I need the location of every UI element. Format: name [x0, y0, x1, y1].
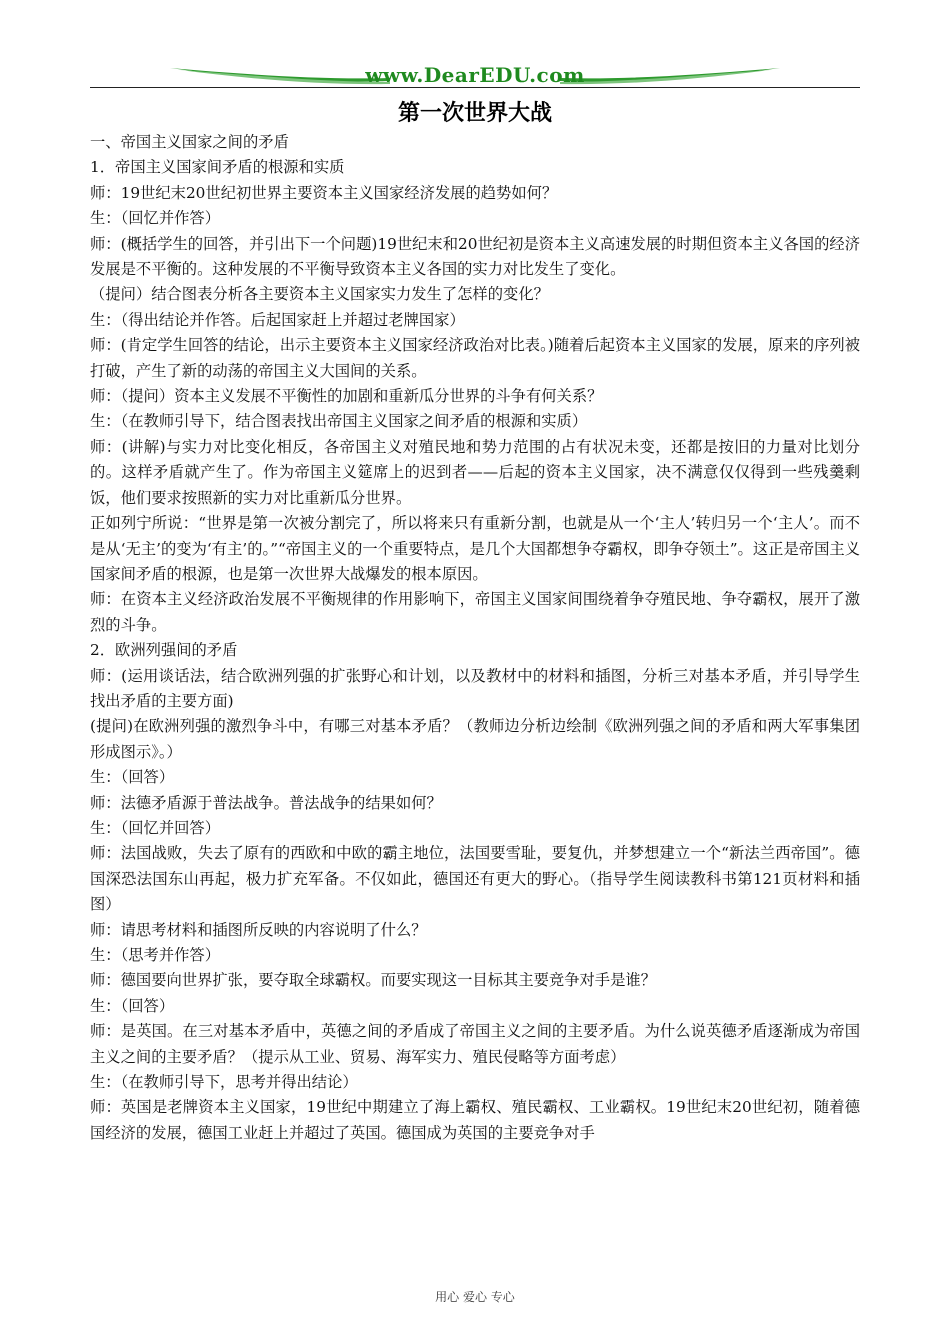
quotation-paragraph: 正如列宁所说：“世界是第一次被分割完了，所以将来只有重新分割，也就是从一个‘主人’转归另一个‘主人’。而不是从‘无主’的变为‘有主’的。”“帝国主义的一个重要特点，是几个大国都想争夺霸权，即争夺领土”。这正是帝国主义国家间矛盾的根源，也是第一次世界大战爆发的根本原因。 [90, 514, 860, 583]
dialogue-paragraph: 师：(概括学生的回答，并引出下一个问题)19世纪末和20世纪初是资本主义高速发展的时期但资本主义各国的经济发展是不平衡的。这种发展的不平衡导致资本主义各国的实力对比发生了变化。 [90, 234, 860, 279]
dialogue-paragraph: 生：（回忆并作答） [90, 209, 221, 228]
dialogue-paragraph: 师：德国要向世界扩张，要夺取全球霸权。而要实现这一目标其主要竞争对手是谁？ [90, 971, 656, 990]
page-footer: 用心 爱心 专心 [435, 1290, 515, 1304]
dialogue-paragraph: 师：是英国。在三对基本矛盾中，英德之间的矛盾成了帝国主义之间的主要矛盾。为什么说英德矛盾逐渐成为帝国主义之间的主要矛盾？（提示从工业、贸易、海军实力、殖民侵略等方面考虑） [90, 1022, 860, 1066]
dialogue-paragraph: 师：(肯定学生回答的结论，出示主要资本主义国家经济政治对比表。)随着后起资本主义国家的发展，原来的序列被打破，产生了新的动荡的帝国主义大国间的关系。 [90, 336, 860, 380]
dialogue-paragraph: 师：在资本主义经济政治发展不平衡规律的作用影响下，帝国主义国家间围绕着争夺殖民地、争夺霸权，展开了激烈的斗争。 [90, 590, 860, 634]
dialogue-paragraph: 生：（在教师引导下，结合图表找出帝国主义国家之间矛盾的根源和实质） [90, 412, 588, 431]
dialogue-paragraph: 师：法国战败，失去了原有的西欧和中欧的霸主地位，法国要雪耻，要复仇，并梦想建立一个“新法兰西帝国”。德国深恐法国东山再起，极力扩充军备。不仅如此，德国还有更大的野心。（指导学生阅读教科书第121页材料和插图） [90, 844, 860, 914]
dialogue-paragraph: 生：（回忆并回答） [90, 818, 221, 837]
dialogue-paragraph: 生：（得出结论并作答。后起国家赶上并超过老牌国家） [90, 310, 465, 329]
dialogue-paragraph: 生：（回答） [90, 996, 175, 1015]
dialogue-paragraph: 师：(运用谈话法，结合欧洲列强的扩张野心和计划，以及教材中的材料和插图，分析三对基本矛盾，并引导学生找出矛盾的主要方面) [90, 666, 860, 710]
dialogue-paragraph: 生：（回答） [90, 768, 175, 787]
dialogue-paragraph: 生：（思考并作答） [90, 946, 221, 964]
dialogue-paragraph: 师：请思考材料和插图所反映的内容说明了什么？ [90, 920, 427, 939]
heading-section-1: 一、帝国主义国家之间的矛盾 [90, 133, 289, 151]
heading-subsection-2: 2．欧洲列强间的矛盾 [90, 641, 238, 660]
dialogue-paragraph: 师：（提问）资本主义发展不平衡性的加剧和重新瓜分世界的斗争有何关系？ [90, 387, 603, 406]
heading-subsection-1: 1．帝国主义国家间矛盾的根源和实质 [90, 158, 345, 177]
header-divider [90, 87, 860, 88]
dialogue-paragraph: 师：法德矛盾源于普法战争。普法战争的结果如何？ [90, 793, 442, 812]
document-title: 第一次世界大战 [397, 101, 552, 126]
document-body [90, 130, 860, 1146]
site-logo-text[interactable]: www.DearEDU.com [365, 63, 585, 87]
dialogue-paragraph: (提问)在欧洲列强的激烈争斗中，有哪三对基本矛盾？（教师边分析边绘制《欧洲列强之间的矛盾和两大军事集团形成图示》。） [90, 717, 860, 761]
dialogue-paragraph: 师：英国是老牌资本主义国家，19世纪中期建立了海上霸权、殖民霸权、工业霸权。19世纪末20世纪初，随着德国经济的发展，德国工业赶上并超过了英国。德国成为英国的主要竞争对手 [90, 1098, 860, 1142]
dialogue-paragraph: 师：19世纪末20世纪初世界主要资本主义国家经济发展的趋势如何？ [90, 183, 558, 202]
dialogue-paragraph: 师：(讲解)与实力对比变化相反，各帝国主义对殖民地和势力范围的占有状况未变，还都是按旧的力量对比划分的。这样矛盾就产生了。作为帝国主义筵席上的迟到者——后起的资本主义国家，决不满意仅仅得到一些残羹剩饭，他们要求按照新的实力对比重新瓜分世界。 [90, 437, 860, 507]
site-header [90, 58, 860, 90]
dialogue-paragraph: （提问）结合图表分析各主要资本主义国家实力发生了怎样的变化？ [90, 285, 549, 304]
dialogue-paragraph: 生：（在教师引导下，思考并得出结论） [90, 1073, 358, 1092]
